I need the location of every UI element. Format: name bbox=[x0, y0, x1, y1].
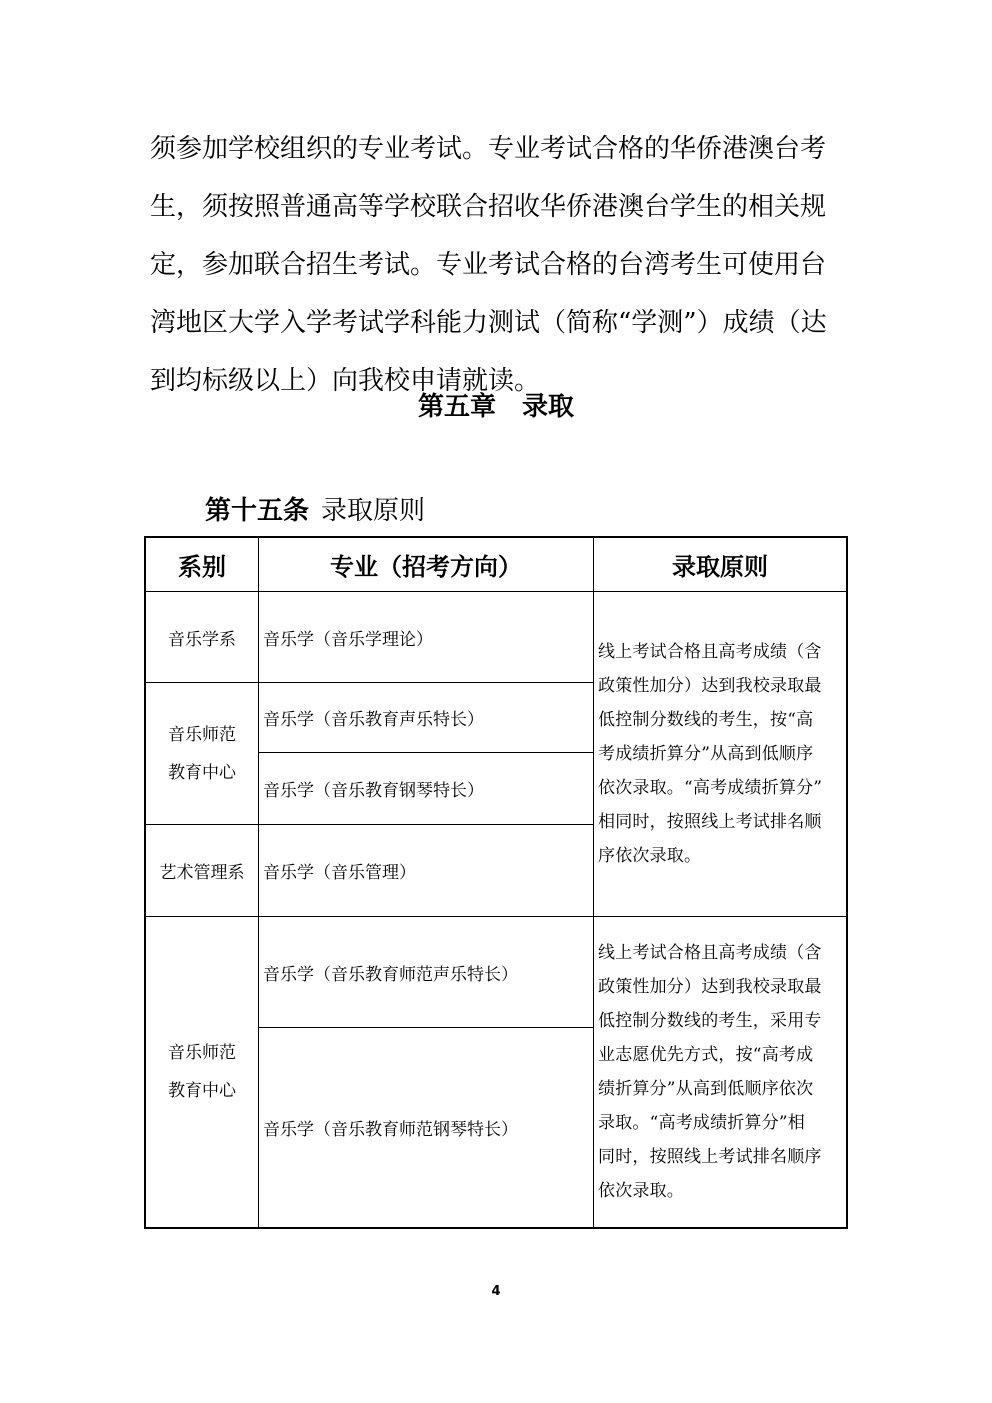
rule-line: 线上考试合格且高考成绩（含 bbox=[598, 943, 822, 963]
paragraph-line: 湾地区大学入学考试学科能力测试（简称“学测”）成绩（达 bbox=[150, 308, 827, 338]
rule-line: 线上考试合格且高考成绩（含 bbox=[598, 642, 822, 662]
rule-line: 录取。“高考成绩折算分”相 bbox=[598, 1113, 805, 1133]
paragraph-line: 生，须按照普通高等学校联合招收华侨港澳台学生的相关规 bbox=[150, 192, 827, 222]
dept-cell: 音乐学系 bbox=[168, 629, 236, 650]
rule-line: 绩折算分”从高到低顺序依次 bbox=[598, 1079, 814, 1099]
rule-line: 序依次录取。 bbox=[598, 846, 702, 866]
major-cell: 音乐学（音乐学理论） bbox=[263, 629, 433, 650]
article-number: 第十五条 bbox=[205, 496, 310, 526]
rule-line: 考成绩折算分”从高到低顺序 bbox=[598, 744, 814, 764]
dept-line: 音乐师范 bbox=[168, 724, 236, 745]
dept-line: 音乐师范 bbox=[168, 1043, 236, 1063]
dept-line: 教育中心 bbox=[168, 762, 236, 783]
major-cell: 音乐学（音乐教育师范声乐特长） bbox=[263, 964, 518, 985]
article-heading bbox=[205, 490, 425, 527]
paragraph-line: 到均标级以上）向我校申请就读。 bbox=[150, 366, 541, 396]
rule-line: 政策性加分）达到我校录取最 bbox=[598, 977, 822, 997]
paragraph-line: 定，参加联合招生考试。专业考试合格的台湾考生可使用台 bbox=[150, 250, 827, 280]
rule-line: 低控制分数线的考生，采用专 bbox=[598, 1011, 822, 1031]
dept-line: 教育中心 bbox=[168, 1081, 236, 1101]
article-title: 录取原则 bbox=[321, 496, 426, 526]
rule-line: 政策性加分）达到我校录取最 bbox=[598, 676, 822, 696]
dept-cell: 艺术管理系 bbox=[159, 863, 245, 883]
major-cell: 音乐学（音乐教育声乐特长） bbox=[263, 710, 484, 730]
body-paragraph bbox=[150, 120, 842, 410]
chapter-title: 第五章 录取 bbox=[417, 392, 574, 422]
rule-line: 依次录取。 bbox=[598, 1181, 684, 1201]
major-cell: 音乐学（音乐教育师范钢琴特长） bbox=[263, 1120, 518, 1140]
page-number: 4 bbox=[491, 1284, 501, 1299]
rule-cell bbox=[594, 592, 846, 916]
rule-line: 相同时，按照线上考试排名顺 bbox=[598, 812, 822, 832]
rule-line: 依次录取。“高考成绩折算分” bbox=[598, 778, 823, 798]
admission-rules-table bbox=[144, 536, 848, 1229]
header-dept: 系别 bbox=[178, 553, 226, 581]
dept-cell bbox=[146, 683, 258, 824]
dept-cell bbox=[146, 917, 258, 1227]
major-cell: 音乐学（音乐管理） bbox=[263, 863, 416, 883]
major-cell: 音乐学（音乐教育钢琴特长） bbox=[263, 781, 484, 801]
header-rule: 录取原则 bbox=[672, 553, 768, 581]
rule-line: 业志愿优先方式，按“高考成 bbox=[598, 1045, 814, 1065]
rule-line: 同时，按照线上考试排名顺序 bbox=[598, 1147, 822, 1167]
rule-line: 低控制分数线的考生，按“高 bbox=[598, 710, 814, 730]
rule-cell bbox=[594, 917, 846, 1227]
paragraph-line: 须参加学校组织的专业考试。专业考试合格的华侨港澳台考 bbox=[150, 134, 827, 164]
header-major: 专业（招考方向） bbox=[330, 553, 522, 581]
